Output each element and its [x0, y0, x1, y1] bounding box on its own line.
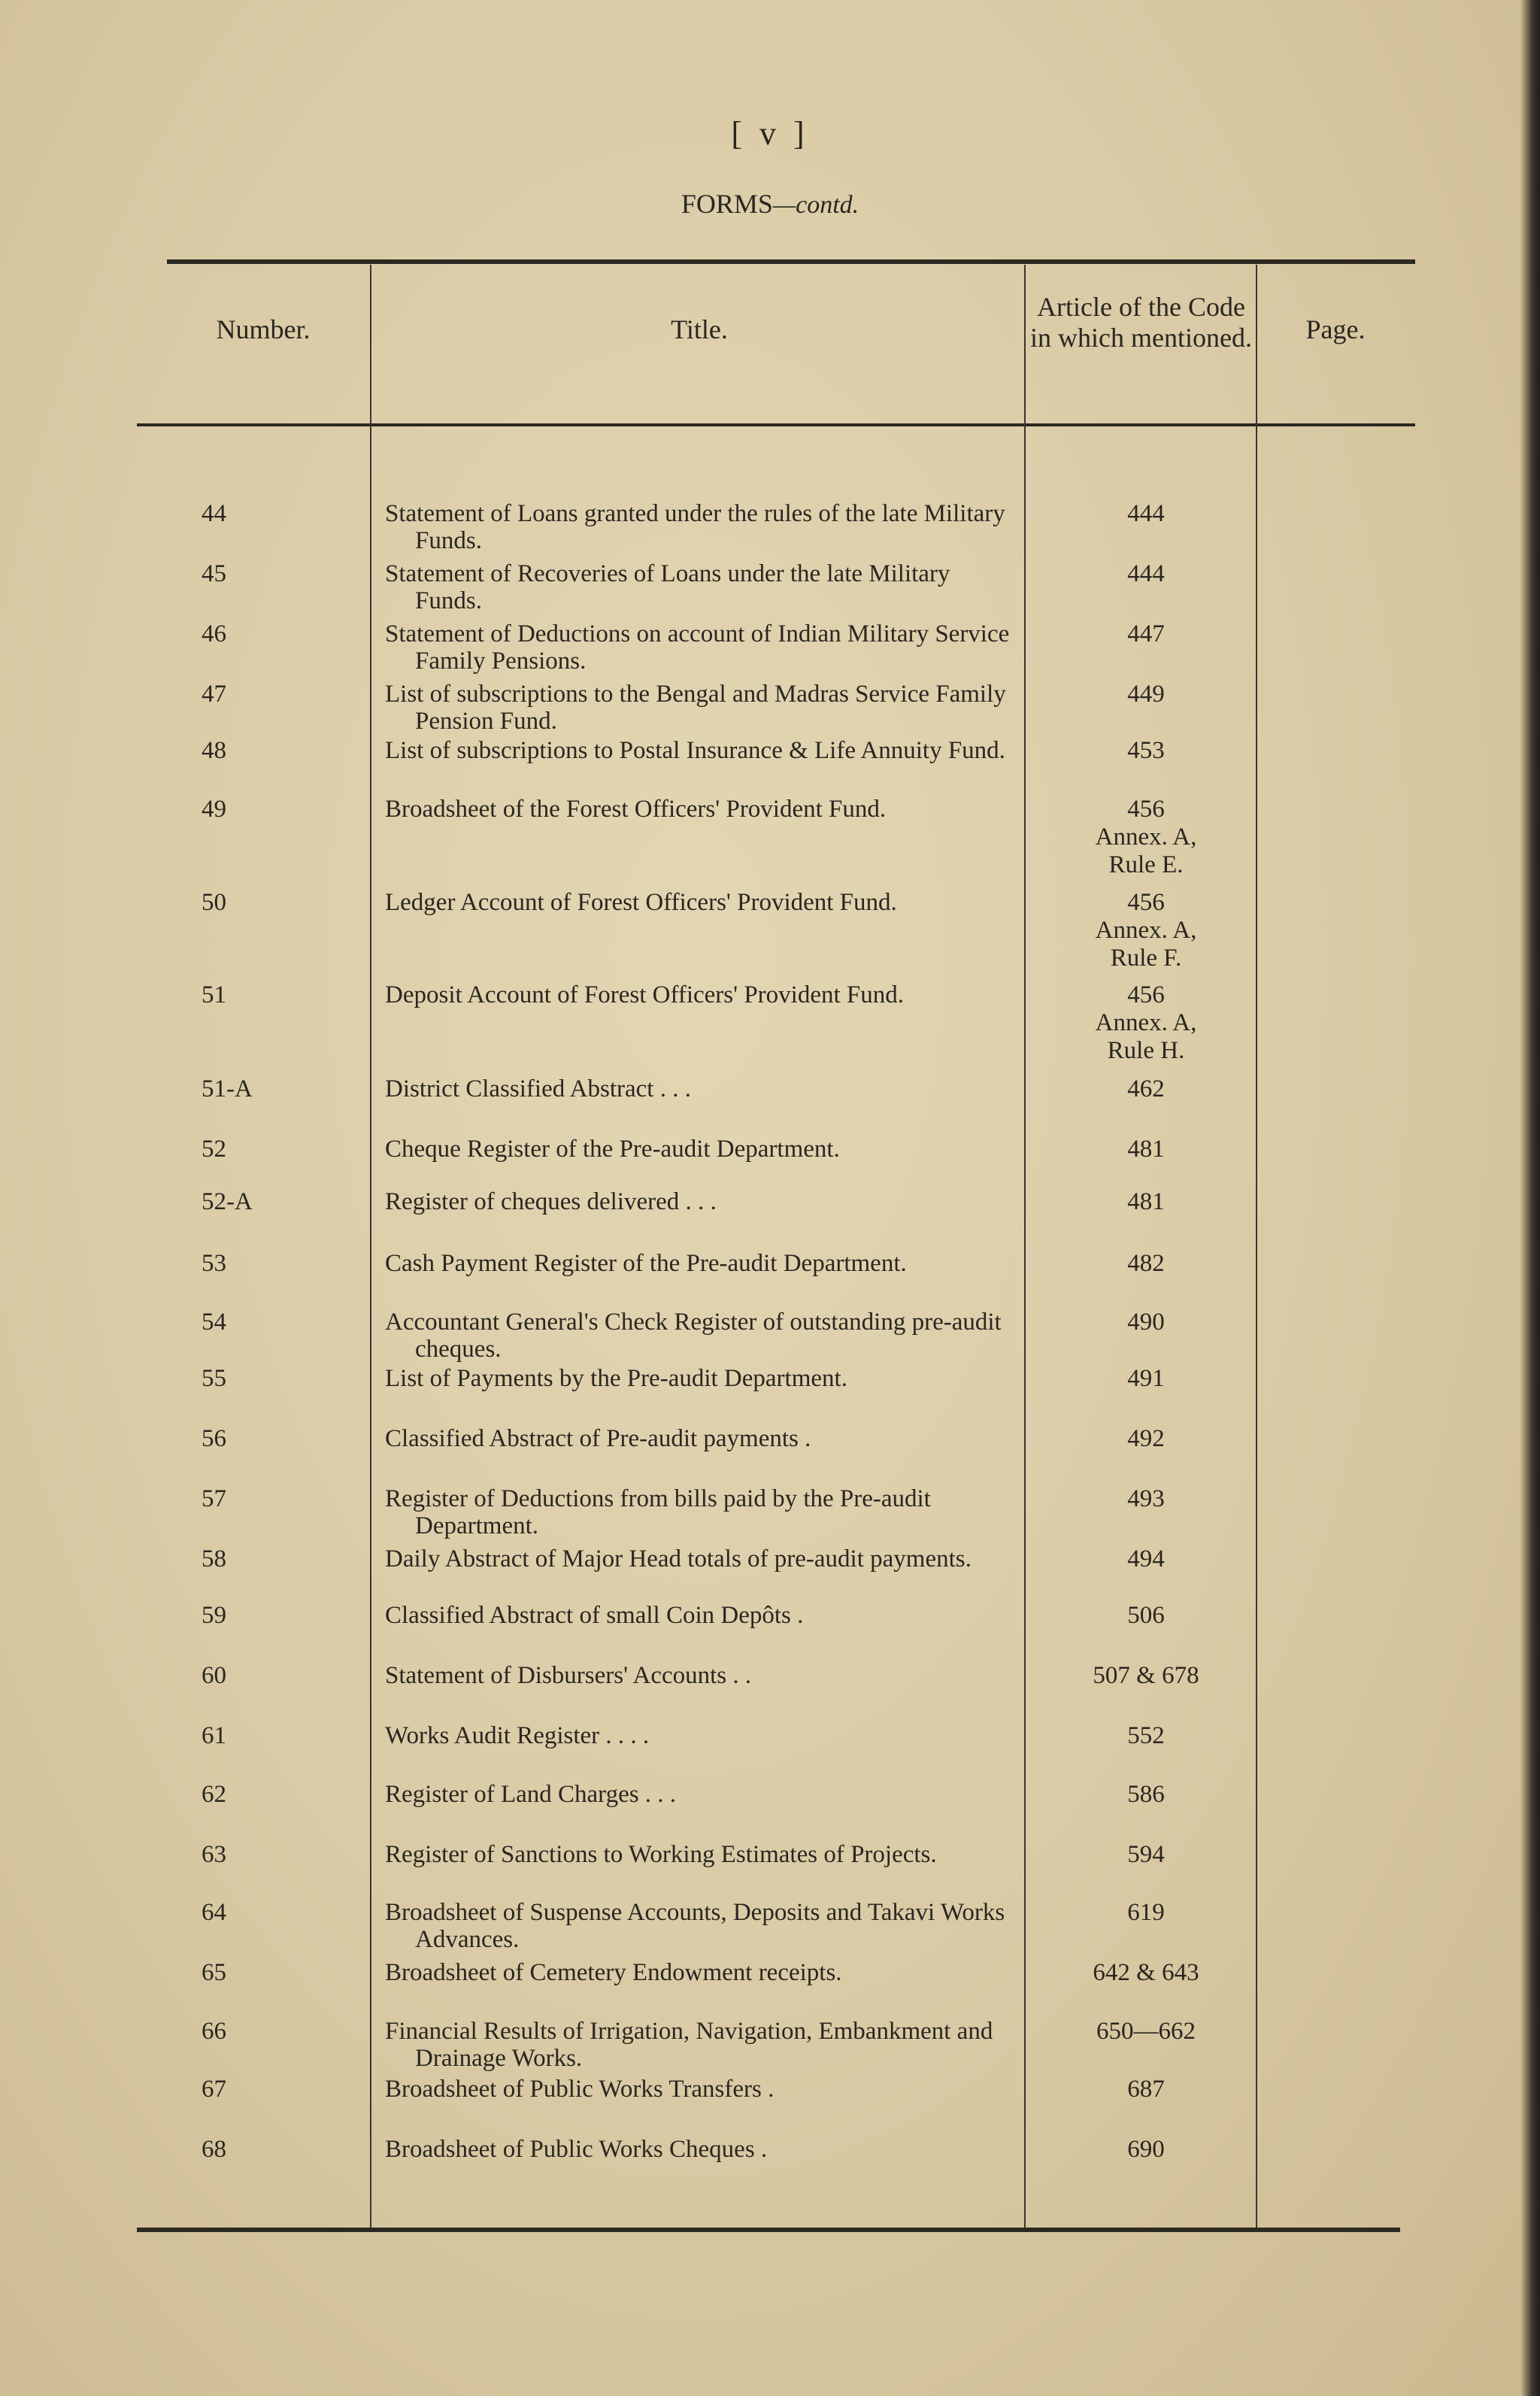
- table-row: [0, 737, 1540, 797]
- form-title: [385, 1365, 1017, 1392]
- header-title: Title.: [671, 314, 728, 344]
- table-row: [0, 1722, 1540, 1782]
- form-title-text: List of subscriptions to the Bengal and Madras Service Family Pension Fund.: [385, 681, 1006, 735]
- header-number: Number.: [216, 314, 311, 344]
- form-number: 63: [202, 1841, 226, 1868]
- form-title-text: Classified Abstract of Pre-audit payments .: [385, 1425, 811, 1452]
- form-title-text: Broadsheet of the Forest Officers' Provident Fund.: [385, 796, 887, 823]
- table-top-rule: [167, 259, 1415, 264]
- code-article: 552: [1127, 1722, 1165, 1749]
- form-title: [385, 560, 1017, 615]
- table-row: [0, 1602, 1540, 1662]
- form-title: [385, 981, 1017, 1008]
- code-article: 494: [1127, 1545, 1165, 1573]
- table-row: [0, 1485, 1540, 1545]
- form-title: [385, 1075, 1017, 1102]
- table-row: [0, 1425, 1540, 1485]
- form-number: 50: [202, 889, 226, 916]
- form-title: [385, 681, 1017, 735]
- page-number: [ v ]: [731, 115, 809, 152]
- table-row: [0, 1662, 1540, 1722]
- form-number: 53: [202, 1250, 226, 1277]
- form-number: 56: [202, 1425, 226, 1452]
- form-title: [385, 2018, 1017, 2073]
- form-number: 51: [202, 981, 226, 1008]
- form-number: 66: [202, 2018, 226, 2045]
- form-title: [385, 1662, 1017, 1689]
- form-title-text: Classified Abstract of small Coin Depôts .: [385, 1602, 804, 1629]
- form-title-text: Daily Abstract of Major Head totals of pre-audit payments.: [385, 1545, 972, 1573]
- form-title-text: Broadsheet of Public Works Cheques .: [385, 2136, 768, 2163]
- form-title-text: Statement of Deductions on account of Indian Military Service Family Pensions.: [385, 620, 1010, 675]
- code-article: 492: [1127, 1425, 1165, 1452]
- table-row: [0, 1309, 1540, 1369]
- form-title-text: Deposit Account of Forest Officers' Provident Fund.: [385, 981, 905, 1008]
- code-article: 493: [1127, 1485, 1165, 1512]
- code-article: 491: [1127, 1365, 1165, 1392]
- code-article: 449: [1127, 681, 1165, 708]
- form-title: [385, 1485, 1017, 1540]
- form-title-text: Cash Payment Register of the Pre-audit Department.: [385, 1250, 907, 1277]
- code-article: 650—662: [1096, 2018, 1196, 2045]
- code-article: 506: [1127, 1602, 1165, 1629]
- form-title: [385, 1545, 1017, 1573]
- form-number: 54: [202, 1309, 226, 1336]
- form-number: 57: [202, 1485, 226, 1512]
- code-article: 444: [1127, 500, 1165, 527]
- code-article: 456 Annex. A, Rule F.: [1095, 889, 1197, 972]
- code-article: 690: [1127, 2136, 1165, 2163]
- form-title: [385, 1899, 1017, 1954]
- table-row: [0, 1188, 1540, 1248]
- table-row: [0, 1899, 1540, 1959]
- table-row: [0, 1841, 1540, 1901]
- code-article: 456 Annex. A, Rule E.: [1095, 796, 1197, 878]
- form-number: 46: [202, 620, 226, 648]
- table-row: [0, 2076, 1540, 2136]
- code-article: 490: [1127, 1309, 1165, 1336]
- form-number: 44: [202, 500, 226, 527]
- form-number: 64: [202, 1899, 226, 1926]
- header-bottom-rule: [137, 423, 1415, 426]
- heading-contd: —contd.: [772, 191, 859, 219]
- form-title-text: Register of Sanctions to Working Estimates of Projects.: [385, 1841, 937, 1868]
- form-title: [385, 2136, 1017, 2163]
- form-number: 61: [202, 1722, 226, 1749]
- form-number: 49: [202, 796, 226, 823]
- form-title: [385, 1959, 1017, 1986]
- form-title: [385, 889, 1017, 916]
- form-title: [385, 796, 1017, 823]
- form-title-text: Broadsheet of Public Works Transfers .: [385, 2076, 775, 2103]
- form-number: 65: [202, 1959, 226, 1986]
- form-title: [385, 1781, 1017, 1808]
- form-title-text: List of subscriptions to Postal Insurance & Life Annuity Fund.: [385, 737, 1005, 764]
- form-title-text: Statement of Loans granted under the rules of the late Military Funds.: [385, 500, 1005, 555]
- form-title: [385, 1425, 1017, 1452]
- code-article: 619: [1127, 1899, 1165, 1926]
- form-number: 68: [202, 2136, 226, 2163]
- table-row: [0, 500, 1540, 560]
- form-title: [385, 1841, 1017, 1868]
- form-number: 67: [202, 2076, 226, 2103]
- form-title-text: Ledger Account of Forest Officers' Provident Fund.: [385, 889, 897, 916]
- form-number: 59: [202, 1602, 226, 1629]
- form-title-text: Register of Deductions from bills paid by the Pre-audit Department.: [385, 1485, 931, 1540]
- table-row: [0, 1365, 1540, 1425]
- table-row: [0, 1781, 1540, 1841]
- table-row: [0, 620, 1540, 681]
- form-title-text: Statement of Recoveries of Loans under the late Military Funds.: [385, 560, 950, 615]
- form-title-text: District Classified Abstract . . .: [385, 1075, 691, 1102]
- table-row: [0, 796, 1540, 878]
- code-article: 481: [1127, 1136, 1165, 1163]
- form-title: [385, 1722, 1017, 1749]
- table-row: [0, 1075, 1540, 1136]
- heading-main: FORMS: [681, 189, 773, 219]
- form-title-text: Broadsheet of Suspense Accounts, Deposits and Takavi Works Advances.: [385, 1899, 1005, 1954]
- form-title-text: Register of cheques delivered . . .: [385, 1188, 717, 1215]
- form-number: 48: [202, 737, 226, 764]
- header-page: Page.: [1305, 314, 1366, 344]
- table-row: [0, 2018, 1540, 2078]
- form-title-text: Statement of Disbursers' Accounts . .: [385, 1662, 752, 1689]
- table-row: [0, 2136, 1540, 2196]
- form-title-text: Cheque Register of the Pre-audit Department.: [385, 1136, 840, 1163]
- code-article: 456 Annex. A, Rule H.: [1095, 981, 1197, 1064]
- table-row: [0, 560, 1540, 620]
- form-number: 60: [202, 1662, 226, 1689]
- header-article: Article of the Code in which mentioned.: [1030, 292, 1252, 353]
- form-title-text: Financial Results of Irrigation, Navigation, Embankment and Drainage Works.: [385, 2018, 993, 2073]
- form-number: 52: [202, 1136, 226, 1163]
- code-article: 447: [1127, 620, 1165, 648]
- code-article: 444: [1127, 560, 1165, 587]
- form-title: [385, 1309, 1017, 1363]
- code-article: 481: [1127, 1188, 1165, 1215]
- form-number: 58: [202, 1545, 226, 1573]
- code-article: 507 & 678: [1093, 1662, 1199, 1689]
- form-title: [385, 1136, 1017, 1163]
- table-row: [0, 1250, 1540, 1310]
- form-number: 47: [202, 681, 226, 708]
- code-article: 642 & 643: [1093, 1959, 1199, 1986]
- page-heading: [0, 188, 1540, 220]
- form-title-text: List of Payments by the Pre-audit Department.: [385, 1365, 847, 1392]
- form-title: [385, 1188, 1017, 1215]
- form-title-text: Accountant General's Check Register of outstanding pre-audit cheques.: [385, 1309, 1002, 1363]
- form-title-text: Works Audit Register . . . .: [385, 1722, 650, 1749]
- form-title: [385, 1602, 1017, 1629]
- form-title: [385, 2076, 1017, 2103]
- table-row: [0, 889, 1540, 972]
- code-article: 462: [1127, 1075, 1165, 1102]
- form-title: [385, 1250, 1017, 1277]
- form-title-text: Broadsheet of Cemetery Endowment receipts.: [385, 1959, 842, 1986]
- table-row: [0, 1959, 1540, 2019]
- code-article: 687: [1127, 2076, 1165, 2103]
- form-title: [385, 500, 1017, 555]
- form-title: [385, 620, 1017, 675]
- form-number: 62: [202, 1781, 226, 1808]
- table-row: [0, 981, 1540, 1064]
- form-number: 55: [202, 1365, 226, 1392]
- table-row: [0, 1136, 1540, 1196]
- code-article: 594: [1127, 1841, 1165, 1868]
- code-article: 586: [1127, 1781, 1165, 1808]
- code-article: 482: [1127, 1250, 1165, 1277]
- form-title-text: Register of Land Charges . . .: [385, 1781, 677, 1808]
- form-number: 45: [202, 560, 226, 587]
- form-title: [385, 737, 1017, 764]
- table-bottom-rule: [137, 2228, 1400, 2232]
- form-number: 51-A: [202, 1075, 253, 1102]
- table-row: [0, 1545, 1540, 1606]
- table-row: [0, 681, 1540, 741]
- form-number: 52-A: [202, 1188, 253, 1215]
- code-article: 453: [1127, 737, 1165, 764]
